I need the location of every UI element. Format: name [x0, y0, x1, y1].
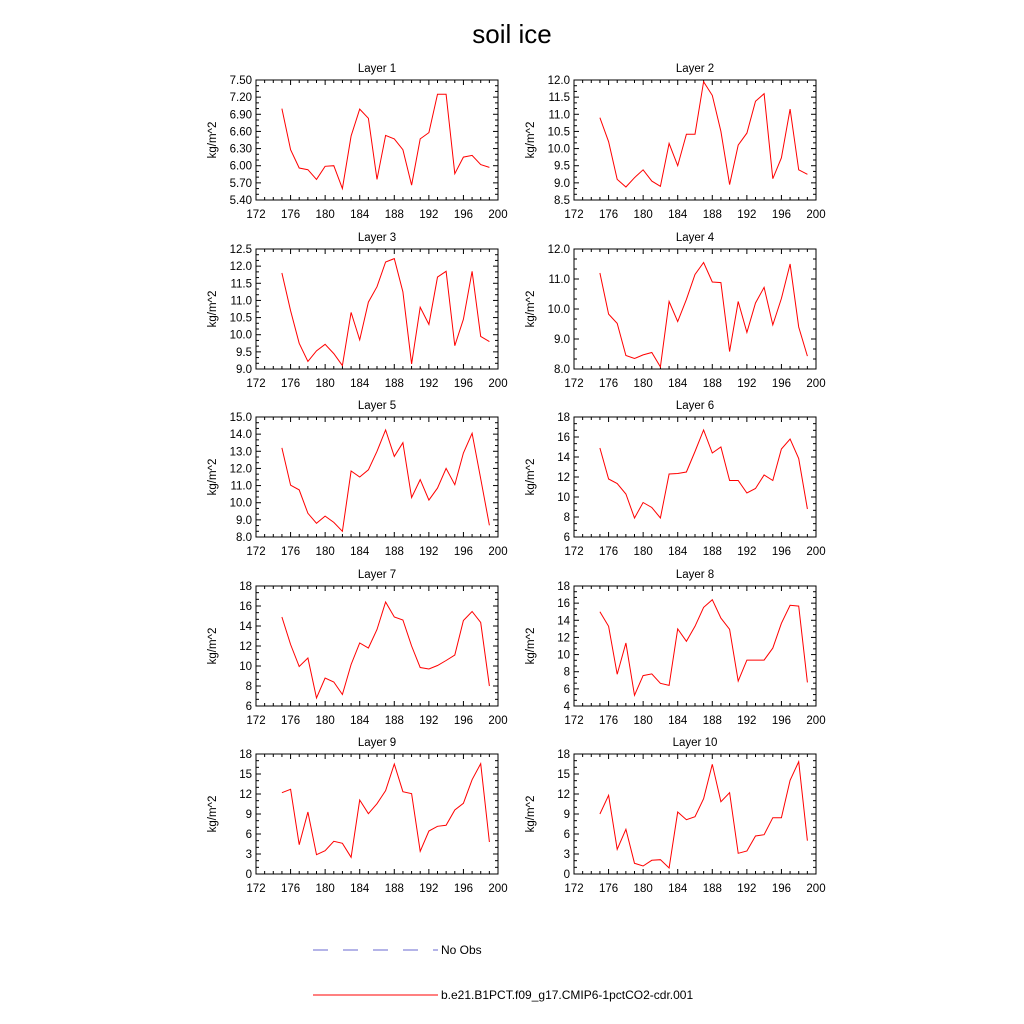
x-tick-label: 180 — [315, 209, 335, 221]
y-tick-label: 3 — [563, 849, 570, 861]
panel-layer-8 — [525, 569, 826, 727]
x-tick-label: 172 — [246, 209, 266, 221]
y-tick-label: 9.0 — [236, 514, 252, 527]
plot-frame — [574, 80, 816, 200]
y-tick-label: 10.0 — [229, 497, 252, 510]
y-tick-label: 11.0 — [230, 480, 252, 493]
x-tick-label: 196 — [771, 378, 792, 390]
x-tick-label: 188 — [384, 378, 404, 390]
y-tick-label: 9.0 — [554, 177, 570, 190]
y-tick-label: 9.5 — [554, 160, 570, 173]
y-tick-label: 9.0 — [236, 364, 252, 376]
plot-frame — [574, 249, 816, 369]
panel-title: Layer 3 — [357, 232, 397, 244]
x-tick-label: 180 — [633, 546, 653, 558]
y-tick-label: 11.5 — [548, 92, 570, 105]
x-tick-label: 192 — [737, 546, 757, 558]
x-tick-label: 172 — [564, 546, 584, 558]
x-tick-label: 184 — [350, 378, 370, 390]
y-tick-label: 5.70 — [229, 177, 252, 190]
x-tick-label: 176 — [598, 209, 619, 221]
x-tick-label: 180 — [633, 378, 653, 390]
x-tick-label: 180 — [633, 883, 653, 895]
x-tick-label: 172 — [564, 209, 584, 221]
x-tick-label: 188 — [384, 883, 404, 895]
y-tick-label: 6.00 — [229, 160, 252, 173]
x-tick-label: 176 — [598, 546, 619, 558]
x-tick-label: 200 — [806, 546, 826, 558]
legend-series-label: b.e21.B1PCT.f09_g17.CMIP6-1pctCO2-cdr.001 — [441, 988, 694, 1002]
panel-title: Layer 7 — [357, 569, 397, 581]
y-tick-label: 16 — [557, 598, 570, 611]
panel-title: Layer 6 — [675, 400, 715, 412]
x-tick-label: 196 — [771, 715, 792, 727]
y-tick-label: 12 — [239, 641, 252, 653]
y-tick-label: 3 — [245, 849, 252, 861]
x-tick-label: 180 — [633, 715, 653, 727]
y-tick-label: 14.0 — [229, 429, 252, 442]
x-tick-label: 192 — [737, 209, 757, 221]
y-tick-label: 9.0 — [554, 334, 570, 346]
x-tick-label: 192 — [419, 546, 439, 558]
plot-frame — [574, 586, 816, 706]
y-tick-label: 18 — [557, 581, 570, 593]
x-tick-label: 176 — [280, 209, 301, 221]
plot-frame — [256, 586, 498, 706]
plot-frame — [256, 417, 498, 537]
y-tick-label: 6 — [563, 532, 570, 544]
y-tick-label: 10 — [557, 649, 570, 662]
y-tick-label: 10.0 — [229, 329, 252, 342]
x-tick-label: 184 — [350, 715, 370, 727]
y-tick-label: 12.0 — [229, 261, 252, 274]
y-tick-label: 8 — [245, 681, 252, 693]
x-tick-label: 172 — [564, 378, 584, 390]
y-tick-label: 16 — [239, 601, 252, 613]
x-tick-label: 200 — [806, 378, 826, 390]
plot-frame — [256, 754, 498, 874]
x-tick-label: 192 — [737, 883, 757, 895]
x-tick-label: 184 — [350, 546, 370, 558]
series-line — [282, 764, 490, 858]
y-tick-label: 5.40 — [229, 195, 252, 207]
x-tick-label: 176 — [280, 715, 301, 727]
y-tick-label: 0 — [563, 869, 570, 881]
x-tick-label: 196 — [453, 883, 474, 895]
x-tick-label: 196 — [453, 209, 474, 221]
panel-layer-2 — [525, 63, 826, 221]
y-tick-label: 6 — [563, 829, 570, 841]
panel-title: Layer 4 — [675, 232, 715, 244]
y-tick-label: 18 — [557, 749, 570, 761]
y-tick-label: 11.5 — [230, 278, 252, 291]
x-tick-label: 192 — [419, 209, 439, 221]
series-line — [600, 263, 808, 367]
x-tick-label: 192 — [419, 378, 439, 390]
x-tick-label: 176 — [280, 883, 301, 895]
x-tick-label: 172 — [246, 378, 266, 390]
y-tick-label: 12.5 — [229, 244, 252, 256]
y-tick-label: 10.5 — [547, 126, 570, 139]
x-tick-label: 188 — [702, 715, 722, 727]
x-tick-label: 172 — [564, 883, 584, 895]
y-tick-label: 8.5 — [554, 195, 570, 207]
y-tick-label: 9 — [245, 809, 252, 821]
x-tick-label: 184 — [668, 378, 688, 390]
panel-title: Layer 5 — [357, 400, 397, 412]
x-tick-label: 172 — [246, 883, 266, 895]
y-tick-label: 18 — [557, 412, 570, 424]
y-tick-label: 6 — [245, 829, 252, 841]
series-line — [282, 430, 490, 531]
y-tick-label: 12 — [557, 789, 570, 801]
legend-no-obs-label: No Obs — [441, 943, 482, 957]
series-line — [600, 430, 808, 518]
y-axis-label: kg/m^2 — [525, 121, 537, 159]
x-tick-label: 184 — [668, 546, 688, 558]
y-tick-label: 16 — [557, 432, 570, 444]
panel-layer-6 — [525, 400, 826, 558]
y-tick-label: 14 — [557, 452, 570, 464]
x-tick-label: 192 — [419, 715, 439, 727]
x-tick-label: 176 — [598, 883, 619, 895]
y-tick-label: 10.0 — [547, 143, 570, 156]
y-tick-label: 15 — [239, 769, 252, 781]
x-tick-label: 200 — [806, 715, 826, 727]
y-tick-label: 7.50 — [229, 75, 252, 87]
x-tick-label: 180 — [633, 209, 653, 221]
x-tick-label: 196 — [453, 715, 474, 727]
y-tick-label: 8 — [563, 666, 570, 679]
x-tick-label: 184 — [350, 883, 370, 895]
y-tick-label: 6.30 — [229, 143, 252, 156]
y-tick-label: 8.0 — [554, 364, 570, 376]
x-tick-label: 184 — [668, 209, 688, 221]
y-tick-label: 6 — [563, 683, 570, 696]
x-tick-label: 200 — [488, 883, 508, 895]
x-tick-label: 188 — [702, 378, 722, 390]
x-tick-label: 200 — [488, 378, 508, 390]
y-axis-label: kg/m^2 — [207, 290, 219, 328]
panel-layer-3 — [207, 232, 508, 390]
x-tick-label: 200 — [488, 546, 508, 558]
y-axis-label: kg/m^2 — [207, 627, 219, 665]
y-tick-label: 18 — [239, 749, 252, 761]
y-tick-label: 10 — [557, 492, 570, 504]
y-axis-label: kg/m^2 — [525, 795, 537, 833]
x-tick-label: 176 — [598, 715, 619, 727]
x-tick-label: 184 — [350, 209, 370, 221]
x-tick-label: 180 — [315, 378, 335, 390]
panel-title: Layer 10 — [672, 737, 718, 749]
x-tick-label: 184 — [668, 883, 688, 895]
x-tick-label: 172 — [564, 715, 584, 727]
x-tick-label: 192 — [737, 715, 757, 727]
plot-frame — [574, 754, 816, 874]
x-tick-label: 188 — [702, 883, 722, 895]
series-line — [600, 600, 808, 696]
x-tick-label: 176 — [280, 546, 301, 558]
x-tick-label: 172 — [246, 546, 266, 558]
x-tick-label: 200 — [806, 883, 826, 895]
y-tick-label: 13.0 — [229, 446, 252, 459]
x-tick-label: 176 — [280, 378, 301, 390]
x-tick-label: 180 — [315, 546, 335, 558]
y-tick-label: 9 — [563, 809, 570, 821]
panel-layer-10 — [525, 737, 826, 895]
y-tick-label: 14 — [239, 621, 252, 633]
panel-layer-4 — [525, 232, 826, 390]
series-line — [600, 82, 808, 187]
x-tick-label: 188 — [384, 715, 404, 727]
x-tick-label: 196 — [771, 546, 792, 558]
x-tick-label: 188 — [384, 546, 404, 558]
y-axis-label: kg/m^2 — [207, 458, 219, 496]
panel-layer-5 — [207, 400, 508, 558]
y-axis-label: kg/m^2 — [207, 795, 219, 833]
panel-layer-7 — [207, 569, 508, 727]
x-tick-label: 188 — [384, 209, 404, 221]
y-axis-label: kg/m^2 — [525, 627, 537, 665]
panel-title: Layer 1 — [357, 63, 397, 75]
y-tick-label: 7.20 — [229, 92, 252, 105]
y-tick-label: 12.0 — [229, 463, 252, 476]
legend — [313, 943, 693, 1002]
series-line — [282, 602, 490, 698]
x-tick-label: 200 — [806, 209, 826, 221]
panel-layer-9 — [207, 737, 508, 895]
y-tick-label: 12 — [557, 632, 570, 645]
x-tick-label: 196 — [453, 546, 474, 558]
y-tick-label: 9.5 — [236, 346, 252, 359]
y-tick-label: 11.0 — [230, 295, 252, 308]
y-tick-label: 8.0 — [236, 532, 252, 544]
x-tick-label: 180 — [315, 883, 335, 895]
y-axis-label: kg/m^2 — [207, 121, 219, 159]
y-tick-label: 18 — [239, 581, 252, 593]
x-tick-label: 172 — [246, 715, 266, 727]
series-line — [282, 94, 490, 188]
series-line — [282, 259, 490, 366]
panel-title: Layer 2 — [675, 63, 715, 75]
y-tick-label: 12 — [239, 789, 252, 801]
panels-group — [207, 63, 826, 895]
y-tick-label: 11.0 — [548, 274, 570, 286]
y-tick-label: 15 — [557, 769, 570, 781]
y-tick-label: 12.0 — [547, 75, 570, 87]
x-tick-label: 192 — [737, 378, 757, 390]
y-tick-label: 0 — [245, 869, 252, 881]
y-tick-label: 6.90 — [229, 109, 252, 122]
y-tick-label: 8 — [563, 512, 570, 524]
y-axis-label: kg/m^2 — [525, 290, 537, 328]
x-tick-label: 196 — [453, 378, 474, 390]
panel-title: Layer 8 — [675, 569, 715, 581]
plot-frame — [256, 80, 498, 200]
y-tick-label: 12.0 — [547, 244, 570, 256]
x-tick-label: 196 — [771, 209, 792, 221]
x-tick-label: 200 — [488, 209, 508, 221]
plot-frame — [256, 249, 498, 369]
y-tick-label: 15.0 — [229, 412, 252, 424]
y-tick-label: 11.0 — [548, 109, 570, 122]
x-tick-label: 188 — [702, 209, 722, 221]
y-tick-label: 10 — [239, 661, 252, 673]
x-tick-label: 192 — [419, 883, 439, 895]
y-tick-label: 6.60 — [229, 126, 252, 139]
y-tick-label: 10.0 — [547, 304, 570, 316]
x-tick-label: 176 — [598, 378, 619, 390]
figure-title: soil ice — [472, 19, 552, 49]
series-line — [600, 762, 808, 868]
panel-title: Layer 9 — [357, 737, 397, 749]
x-tick-label: 196 — [771, 883, 792, 895]
y-axis-label: kg/m^2 — [525, 458, 537, 496]
y-tick-label: 4 — [563, 701, 570, 713]
panel-layer-1 — [207, 63, 508, 221]
y-tick-label: 10.5 — [229, 312, 252, 325]
x-tick-label: 188 — [702, 546, 722, 558]
x-tick-label: 180 — [315, 715, 335, 727]
y-tick-label: 14 — [557, 615, 570, 628]
y-tick-label: 12 — [557, 472, 570, 484]
y-tick-label: 6 — [245, 701, 252, 713]
x-tick-label: 184 — [668, 715, 688, 727]
x-tick-label: 200 — [488, 715, 508, 727]
plot-frame — [574, 417, 816, 537]
